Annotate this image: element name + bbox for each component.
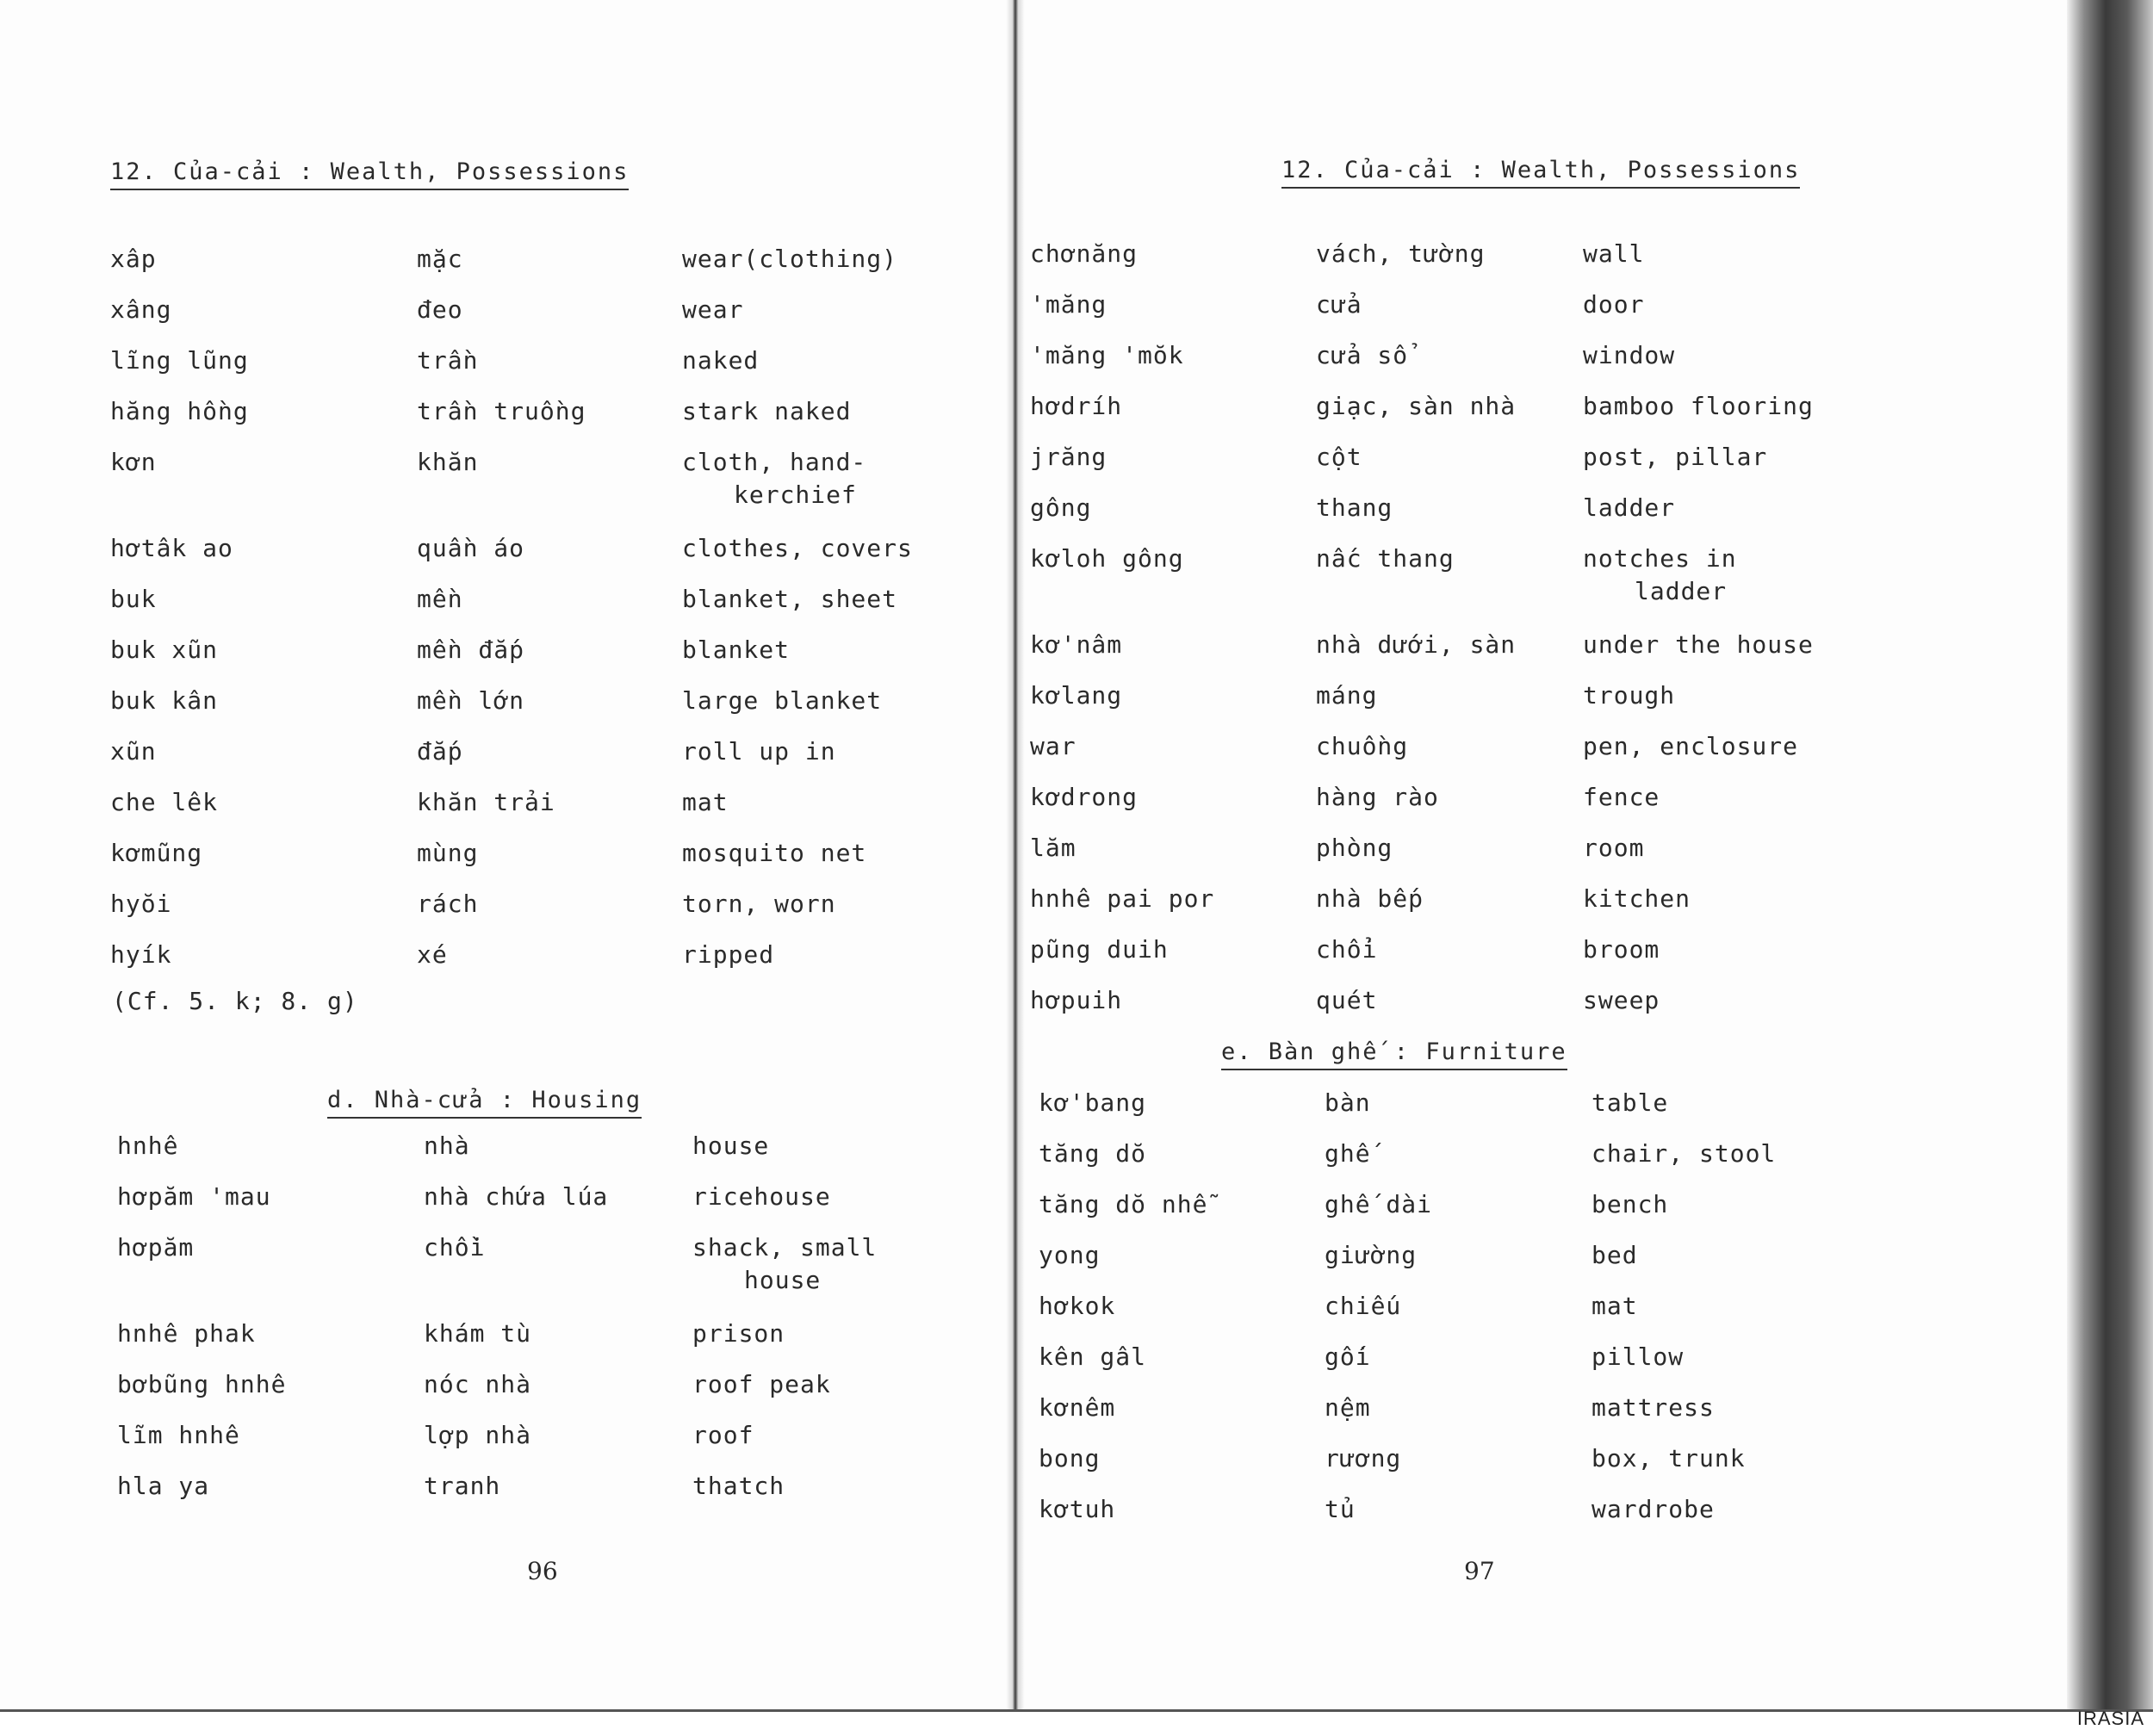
english-gloss: table (1591, 1088, 1669, 1117)
vietnamese-term: thang (1316, 493, 1393, 522)
bahnar-term: hnhê pai por (1030, 884, 1215, 913)
english-gloss: thatch (692, 1472, 785, 1500)
vietnamese-term: máng (1316, 681, 1378, 710)
english-gloss: post, pillar (1583, 443, 1768, 471)
bahnar-term: che lêk (110, 788, 219, 816)
vietnamese-term: xé (417, 940, 448, 969)
vietnamese-term: nấc thang (1316, 544, 1455, 573)
english-gloss: bed (1591, 1241, 1638, 1269)
bahnar-term: kơnêm (1039, 1393, 1116, 1422)
english-gloss-continuation: ladder (1635, 577, 1728, 605)
right-page-header: 12. Của-cải : Wealth, Possessions (1281, 157, 1800, 189)
english-gloss: bench (1591, 1190, 1669, 1218)
english-gloss: window (1583, 341, 1676, 369)
english-gloss: large blanket (682, 686, 883, 715)
vietnamese-term: nhà bếp (1316, 884, 1424, 913)
english-gloss: box, trunk (1591, 1444, 1746, 1472)
english-gloss: wear (682, 295, 744, 324)
english-gloss: wall (1583, 239, 1645, 268)
bahnar-term: hnhê (117, 1132, 179, 1160)
vietnamese-term: trần (417, 346, 479, 375)
bahnar-term: tăng dŏ (1039, 1139, 1147, 1168)
english-gloss: clothes, covers (682, 534, 913, 562)
english-gloss: bamboo flooring (1583, 392, 1814, 420)
bahnar-term: hơpăm (117, 1233, 195, 1262)
bahnar-term: 'măng (1030, 290, 1108, 319)
english-gloss: pillow (1591, 1342, 1685, 1371)
english-gloss: trough (1583, 681, 1676, 710)
english-gloss: broom (1583, 935, 1660, 964)
vietnamese-term: nệm (1325, 1393, 1371, 1422)
bahnar-term: lĩng lũng (110, 346, 249, 375)
bahnar-term: tăng dŏ nhễ (1039, 1190, 1208, 1218)
english-gloss: shack, small house (692, 1231, 877, 1297)
english-gloss: sweep (1583, 986, 1660, 1014)
bahnar-term: buk kân (110, 686, 219, 715)
vietnamese-term: bàn (1325, 1088, 1371, 1117)
vietnamese-term: giạc, sàn nhà (1316, 392, 1517, 420)
english-gloss: pen, enclosure (1583, 732, 1799, 760)
english-gloss: fence (1583, 783, 1660, 811)
bahnar-term: hăng hồng (110, 397, 249, 425)
vietnamese-term: nóc nhà (424, 1370, 532, 1398)
bahnar-term: xâng (110, 295, 172, 324)
vietnamese-term: mền đắp (417, 636, 525, 664)
vietnamese-term: cột (1316, 443, 1362, 471)
bahnar-term: kơloh gông (1030, 544, 1184, 573)
vietnamese-term: ghế (1325, 1139, 1371, 1168)
furniture-subheader: e. Bàn ghế : Furniture (1221, 1038, 1567, 1070)
bahnar-term: hla ya (117, 1472, 210, 1500)
page-number-right: 97 (1464, 1557, 1495, 1585)
bahnar-term: war (1030, 732, 1076, 760)
vietnamese-term: khăn trải (417, 788, 555, 816)
vietnamese-term: chuồng (1316, 732, 1409, 760)
right-page (1025, 0, 2075, 1709)
bahnar-term: kơ'nâm (1030, 630, 1123, 659)
book-gutter (1006, 0, 1025, 1709)
vietnamese-term: khăn (417, 448, 479, 476)
english-gloss: door (1583, 290, 1645, 319)
watermark-label: IRASIA (2076, 1708, 2144, 1729)
bahnar-term: hyŏi (110, 890, 172, 918)
bahnar-term: buk (110, 585, 157, 613)
english-gloss: blanket, sheet (682, 585, 898, 613)
vietnamese-term: quần áo (417, 534, 525, 562)
vietnamese-term: đắp (417, 737, 463, 766)
bahnar-term: kơ'bang (1039, 1088, 1147, 1117)
bahnar-term: yong (1039, 1241, 1101, 1269)
cf-note: (Cf. 5. k; 8. g) (112, 987, 358, 1015)
bahnar-term: hơtâk ao (110, 534, 233, 562)
bahnar-term: hơdríh (1030, 392, 1123, 420)
english-gloss: notches in ladder (1583, 542, 1737, 608)
vietnamese-term: nhà dưới, sàn (1316, 630, 1517, 659)
bahnar-term: kơdrong (1030, 783, 1139, 811)
housing-subheader: d. Nhà-cửa : Housing (327, 1087, 642, 1119)
english-gloss: house (692, 1132, 770, 1160)
bahnar-term: lăm (1030, 834, 1076, 862)
vietnamese-term: mền (417, 585, 463, 613)
scan-bottom-edge (0, 1709, 2153, 1736)
bahnar-term: xũn (110, 737, 157, 766)
english-gloss: under the house (1583, 630, 1814, 659)
bahnar-term: 'măng 'mŏk (1030, 341, 1184, 369)
english-gloss: roll up in (682, 737, 836, 766)
bahnar-term: kơn (110, 448, 157, 476)
english-gloss: torn, worn (682, 890, 836, 918)
bahnar-term: kơlang (1030, 681, 1123, 710)
english-gloss: mattress (1591, 1393, 1715, 1422)
english-gloss: chair, stool (1591, 1139, 1777, 1168)
bahnar-term: hơkok (1039, 1292, 1116, 1320)
bahnar-term: hơpăm 'mau (117, 1182, 271, 1211)
english-gloss: prison (692, 1319, 785, 1348)
vietnamese-term: nhà chứa lúa (424, 1182, 609, 1211)
bahnar-term: kên gâl (1039, 1342, 1147, 1371)
english-gloss: mosquito net (682, 839, 867, 867)
bahnar-term: lĩm hnhê (117, 1421, 240, 1449)
english-gloss: ladder (1583, 493, 1676, 522)
bahnar-term: kơmũng (110, 839, 203, 867)
english-gloss: mat (1591, 1292, 1638, 1320)
english-gloss: wardrobe (1591, 1495, 1715, 1523)
vietnamese-term: quét (1316, 986, 1378, 1014)
vietnamese-term: gối (1325, 1342, 1371, 1371)
vietnamese-term: mùng (417, 839, 479, 867)
bahnar-term: hyík (110, 940, 172, 969)
english-gloss: roof (692, 1421, 754, 1449)
bahnar-term: xâp (110, 245, 157, 273)
english-gloss: stark naked (682, 397, 852, 425)
english-gloss: mat (682, 788, 729, 816)
english-gloss-continuation: kerchief (734, 480, 857, 509)
english-gloss: roof peak (692, 1370, 831, 1398)
bahnar-term: hơpuih (1030, 986, 1123, 1014)
bahnar-term: bong (1039, 1444, 1101, 1472)
bahnar-term: hnhê phak (117, 1319, 256, 1348)
vietnamese-term: đeo (417, 295, 463, 324)
vietnamese-term: rương (1325, 1444, 1402, 1472)
vietnamese-term: khám tù (424, 1319, 532, 1348)
bahnar-term: gông (1030, 493, 1092, 522)
bahnar-term: jrăng (1030, 443, 1108, 471)
vietnamese-term: chiếu (1325, 1292, 1402, 1320)
vietnamese-term: phòng (1316, 834, 1393, 862)
bahnar-term: pũng duih (1030, 935, 1169, 964)
page-number-left: 96 (527, 1557, 558, 1585)
bahnar-term: chơnăng (1030, 239, 1139, 268)
vietnamese-term: lợp nhà (424, 1421, 532, 1449)
vietnamese-term: vách, tường (1316, 239, 1486, 268)
vietnamese-term: mền lớn (417, 686, 525, 715)
english-gloss: ricehouse (692, 1182, 831, 1211)
english-gloss-continuation: house (744, 1266, 822, 1294)
vietnamese-term: chồi (424, 1233, 486, 1262)
vietnamese-term: cửa sổ (1316, 341, 1409, 369)
english-gloss: wear(clothing) (682, 245, 898, 273)
english-gloss: naked (682, 346, 760, 375)
book-edge-shadow (2067, 0, 2153, 1709)
bahnar-term: kơtuh (1039, 1495, 1116, 1523)
english-gloss: room (1583, 834, 1645, 862)
vietnamese-term: rách (417, 890, 479, 918)
vietnamese-term: trần truồng (417, 397, 586, 425)
vietnamese-term: tủ (1325, 1495, 1356, 1523)
vietnamese-term: tranh (424, 1472, 501, 1500)
vietnamese-term: nhà (424, 1132, 470, 1160)
bahnar-term: bơbũng hnhê (117, 1370, 287, 1398)
bahnar-term: buk xũn (110, 636, 219, 664)
english-gloss: blanket (682, 636, 791, 664)
vietnamese-term: chổi (1316, 935, 1378, 964)
left-page-header: 12. Của-cải : Wealth, Possessions (110, 158, 629, 190)
vietnamese-term: mặc (417, 245, 463, 273)
english-gloss: cloth, hand- kerchief (682, 446, 866, 512)
vietnamese-term: giường (1325, 1241, 1418, 1269)
vietnamese-term: hàng rào (1316, 783, 1439, 811)
english-gloss: ripped (682, 940, 775, 969)
vietnamese-term: ghế dài (1325, 1190, 1433, 1218)
english-gloss: kitchen (1583, 884, 1691, 913)
vietnamese-term: cửa (1316, 290, 1362, 319)
